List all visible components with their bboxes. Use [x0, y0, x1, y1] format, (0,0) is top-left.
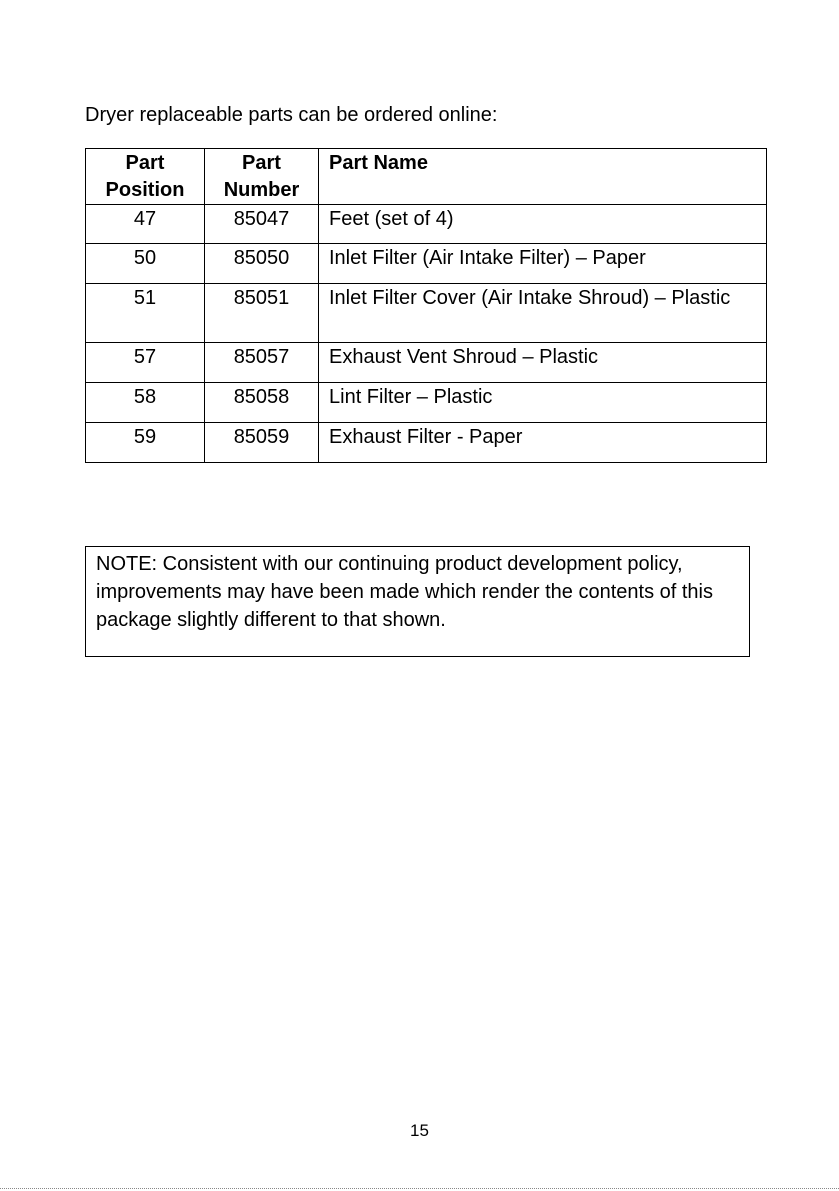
header-part-position — [86, 149, 205, 205]
part-position-cell: 50 — [86, 244, 205, 284]
part-number-cell: 85057 — [205, 343, 319, 383]
header-part-number — [205, 149, 319, 205]
table-row — [86, 284, 767, 343]
part-position-cell: 59 — [86, 423, 205, 463]
part-number-cell: 85050 — [205, 244, 319, 284]
header-part-position-label: Part Position — [105, 152, 185, 201]
part-position-cell: 58 — [86, 383, 205, 423]
table-header-row — [86, 149, 767, 205]
page-number: 15 — [410, 1121, 429, 1140]
part-name-cell: Lint Filter – Plastic — [319, 383, 767, 423]
part-number-cell: 85051 — [205, 284, 319, 343]
header-part-name-label: Part Name — [329, 152, 428, 174]
part-position-cell: 47 — [86, 205, 205, 244]
part-name-cell: Exhaust Filter - Paper — [319, 423, 767, 463]
note-box — [85, 546, 750, 657]
header-part-name — [319, 149, 767, 205]
part-number-cell: 85058 — [205, 383, 319, 423]
note-text: NOTE: Consistent with our continuing product development policy, improvements may have been made which render the contents of this package slightly different to that shown. — [96, 553, 713, 631]
part-position-cell: 51 — [86, 284, 205, 343]
intro-text: Dryer replaceable parts can be ordered online: — [85, 104, 498, 126]
part-number-cell: 85059 — [205, 423, 319, 463]
page-bottom-divider — [0, 1188, 839, 1189]
table-row — [86, 383, 767, 423]
part-name-cell: Inlet Filter (Air Intake Filter) – Paper — [319, 244, 767, 284]
table-row — [86, 244, 767, 284]
part-name-cell: Exhaust Vent Shroud – Plastic — [319, 343, 767, 383]
part-position-cell: 57 — [86, 343, 205, 383]
part-number-cell: 85047 — [205, 205, 319, 244]
header-part-number-label: Part Number — [223, 152, 300, 201]
parts-table — [85, 148, 767, 463]
part-name-cell: Feet (set of 4) — [319, 205, 767, 244]
table-row — [86, 343, 767, 383]
table-row — [86, 205, 767, 244]
table-row — [86, 423, 767, 463]
part-name-cell: Inlet Filter Cover (Air Intake Shroud) – Plastic — [319, 284, 767, 343]
